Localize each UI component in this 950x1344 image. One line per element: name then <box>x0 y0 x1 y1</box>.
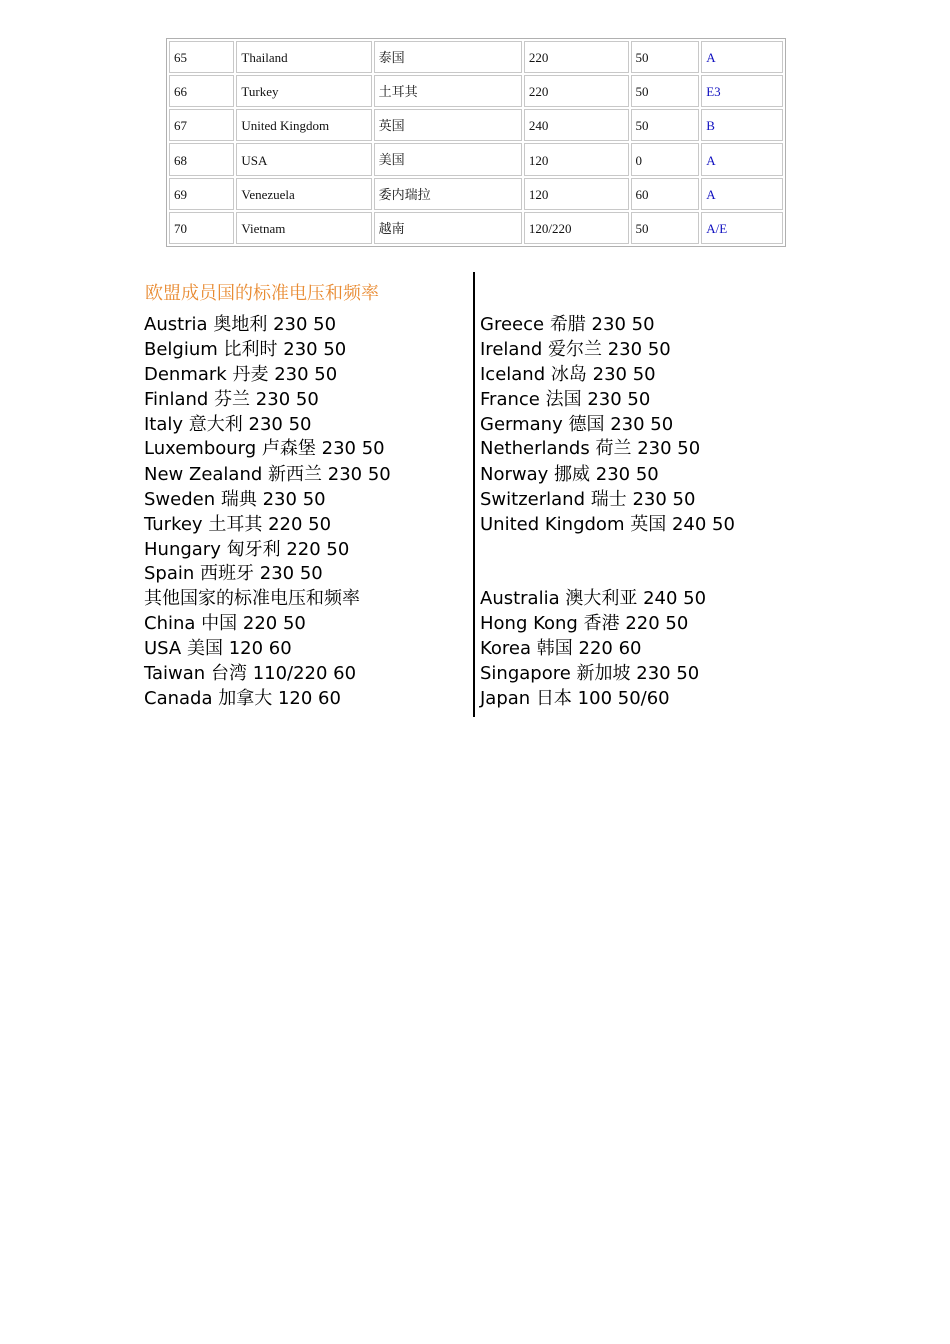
country-name-zh: 韩国 <box>536 638 573 659</box>
country-name-zh: 挪威 <box>554 464 591 485</box>
country-name-zh: 卢森堡 <box>261 438 316 459</box>
voltage-frequency: 230 50 <box>327 464 391 485</box>
voltage-frequency: 230 50 <box>283 339 347 360</box>
voltage-frequency: 230 50 <box>592 364 656 385</box>
voltage-frequency: 220 50 <box>625 613 689 634</box>
country-name-zh: 冰岛 <box>550 364 587 385</box>
country-name-zh: 希腊 <box>549 314 586 335</box>
frequency-cell: 50 <box>631 75 700 107</box>
voltage-frequency: 230 50 <box>262 489 326 510</box>
list-item <box>144 514 331 536</box>
voltage-cell: 120/220 <box>524 212 629 244</box>
country-name-en: Hungary <box>144 539 221 560</box>
list-item <box>480 588 706 610</box>
country-name-en: Korea <box>480 638 532 659</box>
country-name-en: Finland <box>144 389 209 410</box>
country-name-zh: 德国 <box>568 414 605 435</box>
table-row <box>169 75 783 107</box>
country-name-zh: 奥地利 <box>213 314 268 335</box>
table-row <box>169 212 783 244</box>
frequency-cell: 50 <box>631 41 700 73</box>
country-name-en: New Zealand <box>144 464 263 485</box>
plug-type-cell: A <box>701 41 783 73</box>
voltage-frequency: 240 50 <box>643 588 707 609</box>
country-name-en: Singapore <box>480 663 571 684</box>
list-item <box>144 414 312 436</box>
list-item <box>144 489 326 511</box>
country-name-en: Sweden <box>144 489 216 510</box>
country-name-zh: 澳大利亚 <box>565 588 638 609</box>
voltage-frequency: 230 50 <box>259 563 323 584</box>
country-name-zh: 越南 <box>374 212 522 244</box>
list-item <box>480 464 659 486</box>
country-name-zh: 委内瑞拉 <box>374 178 522 210</box>
list-item <box>480 514 735 536</box>
country-name-en: Italy <box>144 414 184 435</box>
country-name-en: Germany <box>480 414 563 435</box>
plug-type-cell: B <box>701 109 783 141</box>
voltage-frequency: 120 60 <box>277 688 341 709</box>
list-item <box>144 539 349 561</box>
country-name-zh: 丹麦 <box>232 364 269 385</box>
country-name-en: Canada <box>144 688 213 709</box>
table-row <box>169 41 783 73</box>
list-item <box>480 688 670 710</box>
voltage-frequency: 220 50 <box>286 539 350 560</box>
list-item <box>144 339 346 361</box>
row-number: 68 <box>169 143 234 175</box>
voltage-frequency: 120 60 <box>228 638 292 659</box>
voltage-frequency: 230 50 <box>591 314 655 335</box>
list-item <box>480 613 688 635</box>
row-number: 67 <box>169 109 234 141</box>
list-item <box>144 688 341 710</box>
voltage-frequency: 230 50 <box>274 364 338 385</box>
country-name-en: Norway <box>480 464 549 485</box>
list-item <box>144 663 356 685</box>
country-name-en: Turkey <box>236 75 371 107</box>
voltage-frequency: 230 50 <box>632 489 696 510</box>
country-name-en: Greece <box>480 314 545 335</box>
table-row <box>169 143 783 175</box>
country-name-en: Ireland <box>480 339 543 360</box>
frequency-cell: 0 <box>631 143 700 175</box>
country-name-en: Thailand <box>236 41 371 73</box>
country-name-en: Luxembourg <box>144 438 257 459</box>
country-name-zh: 爱尔兰 <box>548 339 602 360</box>
country-name-zh: 匈牙利 <box>226 539 281 560</box>
voltage-frequency: 230 50 <box>587 389 651 410</box>
country-name-en: Turkey <box>144 514 203 535</box>
list-item <box>144 389 319 411</box>
list-item <box>144 314 336 336</box>
voltage-cell: 220 <box>524 41 629 73</box>
row-number: 65 <box>169 41 234 73</box>
voltage-frequency: 230 50 <box>637 438 701 459</box>
list-item <box>144 364 337 386</box>
frequency-cell: 50 <box>631 109 700 141</box>
country-name-zh: 新加坡 <box>576 663 631 684</box>
list-item <box>480 364 656 386</box>
country-name-en: China <box>144 613 196 634</box>
frequency-cell: 50 <box>631 212 700 244</box>
country-name-en: USA <box>144 638 182 659</box>
row-number: 66 <box>169 75 234 107</box>
voltage-frequency: 230 50 <box>273 314 337 335</box>
country-name-en: Taiwan <box>144 663 206 684</box>
plug-type-cell: A <box>701 143 783 175</box>
country-name-zh: 意大利 <box>188 414 243 435</box>
voltage-frequency: 220 50 <box>242 613 306 634</box>
voltage-frequency: 230 50 <box>255 389 319 410</box>
country-name-zh: 瑞典 <box>220 489 257 510</box>
voltage-cell: 120 <box>524 143 629 175</box>
country-name-zh: 芬兰 <box>214 389 251 410</box>
plug-type-cell: A <box>701 178 783 210</box>
plug-type-cell: A/E <box>701 212 783 244</box>
voltage-frequency: 100 50/60 <box>577 688 670 709</box>
row-number: 69 <box>169 178 234 210</box>
frequency-cell: 60 <box>631 178 700 210</box>
voltage-frequency: 240 50 <box>671 514 735 535</box>
country-name-en: Hong Kong <box>480 613 578 634</box>
country-name-zh: 英国 <box>630 514 667 535</box>
country-name-zh: 新西兰 <box>268 464 323 485</box>
list-item <box>480 489 695 511</box>
country-name-zh: 香港 <box>583 613 620 634</box>
voltage-frequency: 230 50 <box>636 663 700 684</box>
voltage-frequency: 230 50 <box>595 464 659 485</box>
plug-type-cell: E3 <box>701 75 783 107</box>
country-name-en: Japan <box>480 688 531 709</box>
country-name-en: Vietnam <box>236 212 371 244</box>
country-name-en: France <box>480 389 540 410</box>
voltage-cell: 240 <box>524 109 629 141</box>
table-row <box>169 178 783 210</box>
country-name-zh: 土耳其 <box>208 514 263 535</box>
voltage-frequency: 230 50 <box>607 339 671 360</box>
country-name-zh: 英国 <box>374 109 522 141</box>
voltage-frequency: 110/220 60 <box>252 663 357 684</box>
country-name-en: United Kingdom <box>480 514 625 535</box>
list-item <box>480 314 655 336</box>
eu-section-title: 欧盟成员国的标准电压和频率 <box>145 283 379 304</box>
list-item <box>480 389 650 411</box>
country-name-zh: 泰国 <box>374 41 522 73</box>
country-name-en: Iceland <box>480 364 546 385</box>
list-item <box>480 663 699 685</box>
country-name-en: Australia <box>480 588 560 609</box>
list-item <box>480 438 700 460</box>
country-name-zh: 西班牙 <box>200 563 255 584</box>
country-name-zh: 中国 <box>201 613 238 634</box>
column-divider <box>473 272 475 717</box>
row-number: 70 <box>169 212 234 244</box>
table-row <box>169 109 783 141</box>
country-name-en: Switzerland <box>480 489 585 510</box>
country-name-zh: 日本 <box>535 688 572 709</box>
list-item <box>144 563 323 585</box>
country-name-zh: 加拿大 <box>218 688 273 709</box>
list-item <box>480 414 673 436</box>
country-name-zh: 法国 <box>545 389 582 410</box>
country-name-en: USA <box>236 143 371 175</box>
country-name-zh: 土耳其 <box>374 75 522 107</box>
list-item <box>480 638 641 660</box>
voltage-cell: 220 <box>524 75 629 107</box>
list-item <box>144 638 292 660</box>
country-name-en: Spain <box>144 563 195 584</box>
voltage-frequency: 220 50 <box>268 514 332 535</box>
list-item <box>480 339 671 361</box>
voltage-frequency: 230 50 <box>248 414 312 435</box>
other-section-title: 其他国家的标准电压和频率 <box>144 588 360 609</box>
country-name-en: Venezuela <box>236 178 371 210</box>
voltage-frequency: 220 60 <box>578 638 642 659</box>
list-item <box>144 464 391 486</box>
plug-type-table <box>166 38 786 247</box>
country-name-en: Austria <box>144 314 208 335</box>
voltage-frequency: 230 50 <box>321 438 385 459</box>
voltage-cell: 120 <box>524 178 629 210</box>
country-name-zh: 美国 <box>186 638 223 659</box>
country-name-en: United Kingdom <box>236 109 371 141</box>
country-name-en: Netherlands <box>480 438 590 459</box>
voltage-frequency: 230 50 <box>610 414 674 435</box>
country-name-zh: 美国 <box>374 143 522 175</box>
country-name-zh: 瑞士 <box>590 489 627 510</box>
country-name-en: Denmark <box>144 364 227 385</box>
country-name-zh: 荷兰 <box>595 438 632 459</box>
country-name-zh: 比利时 <box>223 339 278 360</box>
list-item <box>144 438 385 460</box>
country-name-zh: 台湾 <box>210 663 247 684</box>
list-item <box>144 613 306 635</box>
country-name-en: Belgium <box>144 339 218 360</box>
